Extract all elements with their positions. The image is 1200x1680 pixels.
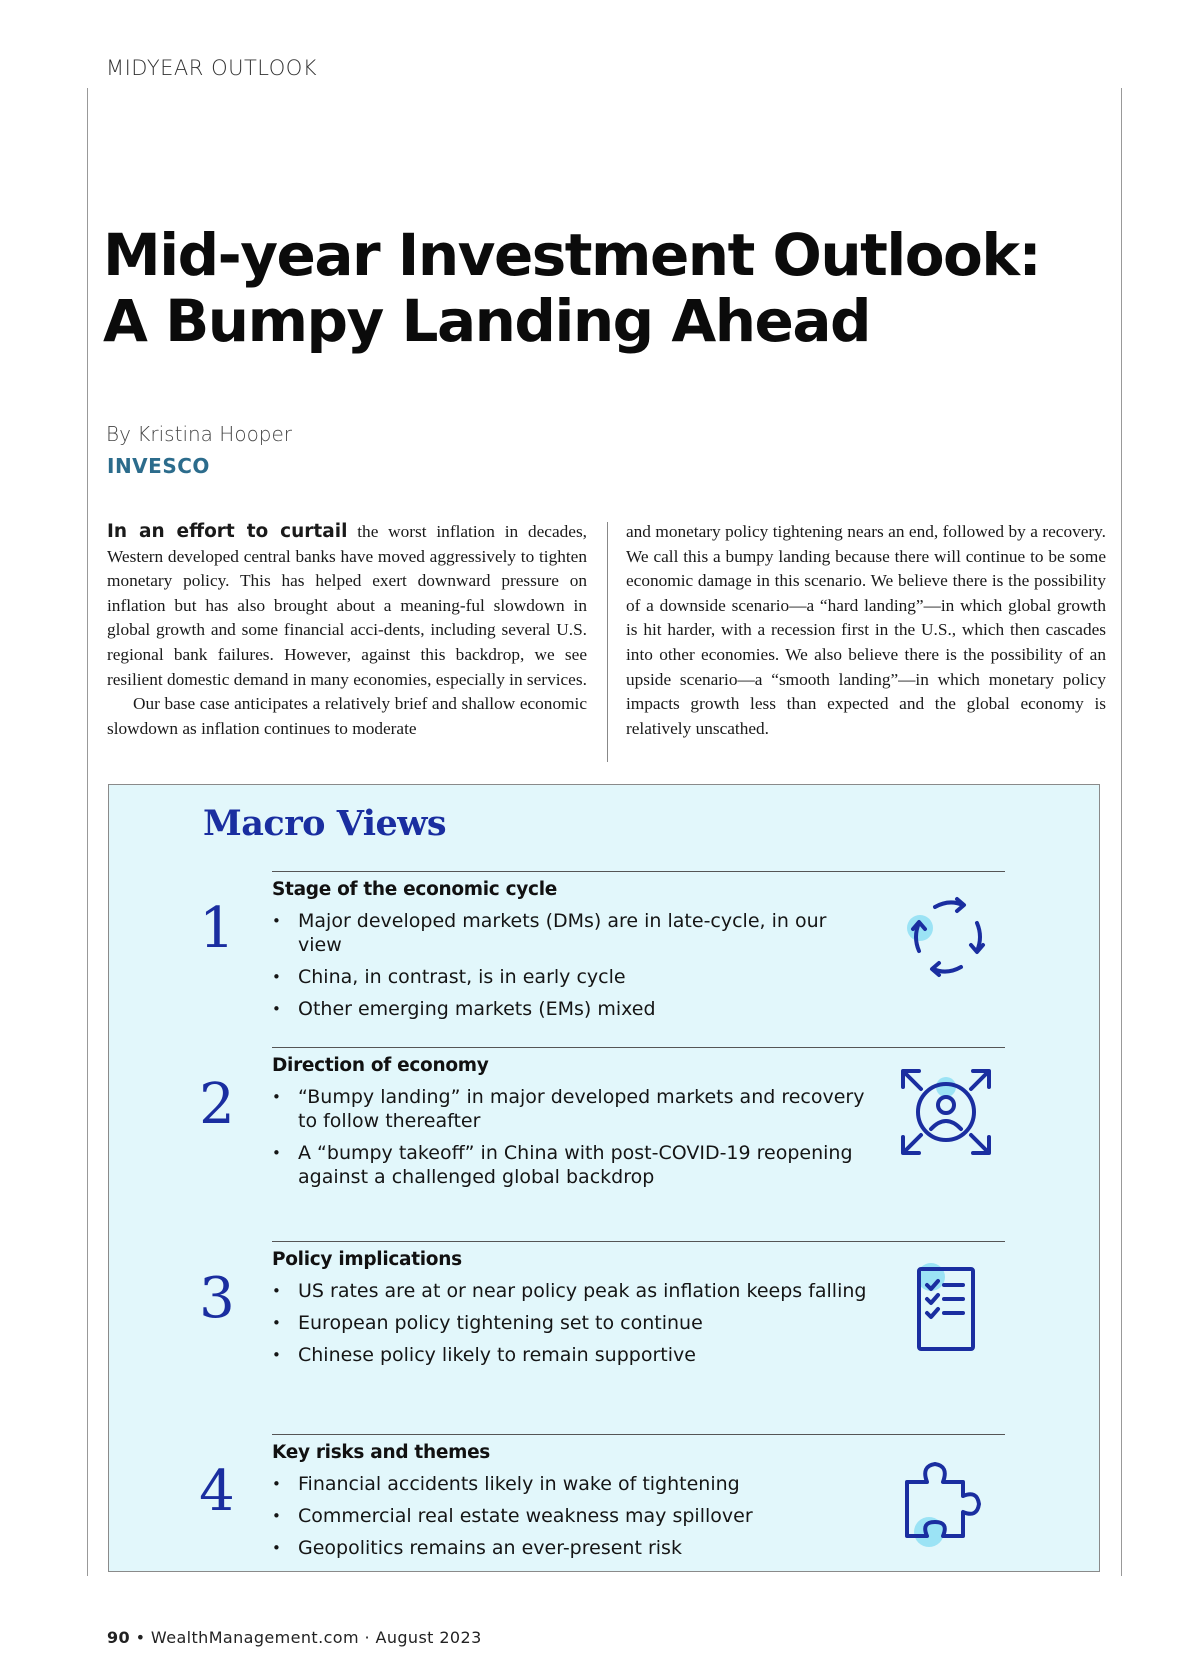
right-margin-rule: [1121, 88, 1122, 1576]
section-number: 3: [199, 1266, 235, 1331]
checklist-icon: [891, 1255, 1001, 1365]
section-heading: Key risks and themes: [272, 1442, 491, 1463]
paragraph-1-text: the worst inflation in decades, Western developed central banks have moved aggressively to tighten monetary policy. This has helped exert downward pressure on inflation but has also brought about a meaning-ful slowdown in global growth and some financial acci-dents, including several U.S. regional bank failures. However, against this backdrop, we see resilient domestic demand in many economies, especially in services.: [107, 522, 587, 689]
cycle-arrows-icon: [891, 881, 1001, 991]
bullet-item: • A “bumpy takeoff” in China with post-COVID-19 reopening against a challenged global backdrop: [272, 1141, 872, 1189]
body-column-left: [107, 520, 587, 741]
lead-in: In an effort to curtail: [107, 521, 348, 542]
bullet-item: • Geopolitics remains an ever-present risk: [272, 1536, 872, 1560]
section-heading: Stage of the economic cycle: [272, 879, 557, 900]
publication-name: WealthManagement.com: [150, 1628, 359, 1647]
left-margin-rule: [87, 88, 88, 1576]
page-number: 90: [107, 1628, 131, 1647]
bullet-item: • Financial accidents likely in wake of tightening: [272, 1472, 872, 1496]
bullet-item: • “Bumpy landing” in major developed markets and recovery to follow thereafter: [272, 1085, 872, 1133]
section-heading: Policy implications: [272, 1249, 462, 1270]
paragraph-1: [107, 520, 587, 692]
bullet-item: • US rates are at or near policy peak as inflation keeps falling: [272, 1279, 872, 1303]
section-number: 2: [199, 1072, 235, 1137]
title-line-2: A Bumpy Landing Ahead: [103, 287, 870, 355]
article-title: [103, 222, 1103, 354]
bullet-item: • European policy tightening set to continue: [272, 1311, 872, 1335]
paragraph-2: Our base case anticipates a relatively brief and shallow economic slowdown as inflation continues to moderate: [107, 694, 587, 738]
bullet-list: [272, 1085, 872, 1197]
bullet-item: • Major developed markets (DMs) are in late-cycle, in our view: [272, 909, 872, 957]
section-rule: [272, 871, 1005, 872]
section-header: MIDYEAR OUTLOOK: [106, 56, 318, 80]
body-column-right: [626, 520, 1106, 741]
section-rule: [272, 1047, 1005, 1048]
person-expand-icon: [891, 1057, 1001, 1167]
macro-views-box: [108, 784, 1100, 1572]
bullet-list: [272, 1279, 872, 1375]
page-footer: [107, 1628, 482, 1647]
bullet-list: [272, 909, 872, 1029]
author-company: INVESCO: [107, 454, 210, 478]
section-heading: Direction of economy: [272, 1055, 489, 1076]
paragraph-3: and monetary policy tightening nears an end, followed by a recovery. We call this a bumpy landing because there will continue to be some economic damage in this scenario. We believe there is the possibility of a downside scenario—a “hard landing”—in which global growth is hit harder, with a recession first in the U.S., which then cascades into other economies. We also believe there is the possibility of an upside scenario—a “smooth landing”—in which monetary policy impacts growth less than expected and the global economy is relatively unscathed.: [626, 522, 1106, 738]
bullet-item: • Commercial real estate weakness may spillover: [272, 1504, 872, 1528]
bullet-list: [272, 1472, 872, 1568]
macro-views-title: Macro Views: [203, 803, 447, 844]
bullet-item: • Chinese policy likely to remain supportive: [272, 1343, 872, 1367]
title-line-1: Mid-year Investment Outlook:: [103, 221, 1041, 289]
bullet-item: • Other emerging markets (EMs) mixed: [272, 997, 872, 1021]
footer-date-separator: ·: [364, 1628, 370, 1647]
section-number: 1: [199, 896, 235, 961]
bullet-item: • China, in contrast, is in early cycle: [272, 965, 872, 989]
puzzle-piece-icon: [891, 1444, 1001, 1554]
column-divider: [607, 522, 608, 762]
author-byline: By Kristina Hooper: [106, 422, 293, 446]
footer-separator: •: [135, 1628, 146, 1647]
issue-date: August 2023: [375, 1628, 482, 1647]
section-number: 4: [199, 1459, 235, 1524]
section-rule: [272, 1241, 1005, 1242]
section-rule: [272, 1434, 1005, 1435]
